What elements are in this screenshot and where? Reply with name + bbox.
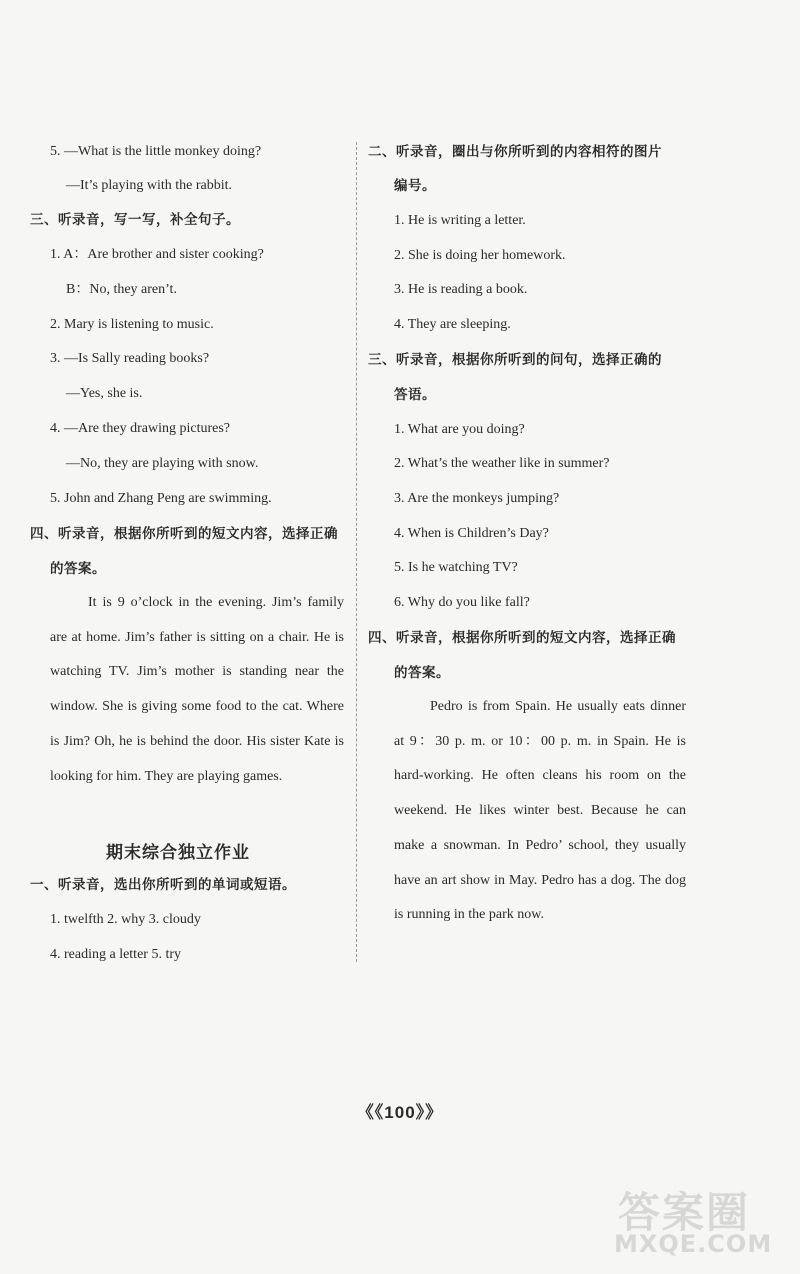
left-s3-item: 4. —Are they drawing pictures? <box>50 421 230 436</box>
right-section2-heading-line2: 编号。 <box>394 178 436 194</box>
page-number: 《《100》》 <box>356 1103 444 1122</box>
left-s3-item: B：No, they aren’t. <box>66 282 177 297</box>
right-section3-heading-line1: 三、听录音，根据你所听到的问句，选择正确的 <box>368 352 662 368</box>
right-s3-item: 4. When is Children’s Day? <box>394 526 549 541</box>
left-section4-heading-line1: 四、听录音，根据你所听到的短文内容，选择正确 <box>30 526 338 542</box>
right-s3-item: 1. What are you doing? <box>394 422 525 437</box>
left-passage: It is 9 o’clock in the evening. Jim’s family are at home. Jim’s father is sitting on a chair. He is watching TV. Jim’s mother is standing near the window. She is giving some food to the cat. Where is Jim? Oh, he is behind the door. His sister Kate is looking for him. They are playing games. <box>50 595 344 784</box>
watermark-logo <box>600 1180 790 1265</box>
right-s3-item: 5. Is he watching TV? <box>394 560 518 575</box>
left-s1-line1: 1. twelfth 2. why 3. cloudy <box>50 912 201 927</box>
left-section3-heading: 三、听录音，写一写，补全句子。 <box>30 212 240 228</box>
left-q5-line2: —It’s playing with the rabbit. <box>66 178 233 193</box>
left-s3-item: 5. John and Zhang Peng are swimming. <box>50 491 272 506</box>
right-passage: Pedro is from Spain. He usually eats dinner at 9：30 p. m. or 10：00 p. m. in Spain. He is hard-working. He often cleans his room on the weekend. He likes winter best. Because he can make a snowman. In Pedro’ school, they usually have an art show in May. Pedro has a dog. The dog is running in the park now. <box>394 699 686 923</box>
left-s3-item: —No, they are playing with snow. <box>66 456 259 471</box>
left-section4-heading-line2: 的答案。 <box>50 561 106 577</box>
left-s1-line2: 4. reading a letter 5. try <box>50 947 182 962</box>
right-s3-item: 3. Are the monkeys jumping? <box>394 491 560 506</box>
watermark-cn: 答案圈 <box>618 1188 751 1237</box>
left-s3-item: 3. —Is Sally reading books? <box>50 351 210 366</box>
left-s3-item: 1. A：Are brother and sister cooking? <box>50 247 264 262</box>
final-title: 期末综合独立作业 <box>106 843 250 863</box>
right-s2-item: 2. She is doing her homework. <box>394 248 566 263</box>
column-divider <box>356 142 357 962</box>
left-section1-heading: 一、听录音，选出你所听到的单词或短语。 <box>30 877 296 893</box>
left-q5-line1: 5. —What is the little monkey doing? <box>50 144 262 159</box>
left-s3-item: 2. Mary is listening to music. <box>50 317 214 332</box>
right-s2-item: 1. He is writing a letter. <box>394 213 526 228</box>
right-section4-heading-line1: 四、听录音，根据你所听到的短文内容，选择正确 <box>368 630 676 646</box>
right-s3-item: 6. Why do you like fall? <box>394 595 530 610</box>
right-section2-heading-line1: 二、听录音，圈出与你所听到的内容相符的图片 <box>368 144 662 160</box>
right-s2-item: 4. They are sleeping. <box>394 317 511 332</box>
right-section3-heading-line2: 答语。 <box>394 387 436 403</box>
left-s3-item: —Yes, she is. <box>66 386 143 401</box>
right-section4-heading-line2: 的答案。 <box>394 665 450 681</box>
right-s2-item: 3. He is reading a book. <box>394 282 528 297</box>
right-s3-item: 2. What’s the weather like in summer? <box>394 456 610 471</box>
watermark-url: MXQE.COM <box>614 1230 773 1258</box>
